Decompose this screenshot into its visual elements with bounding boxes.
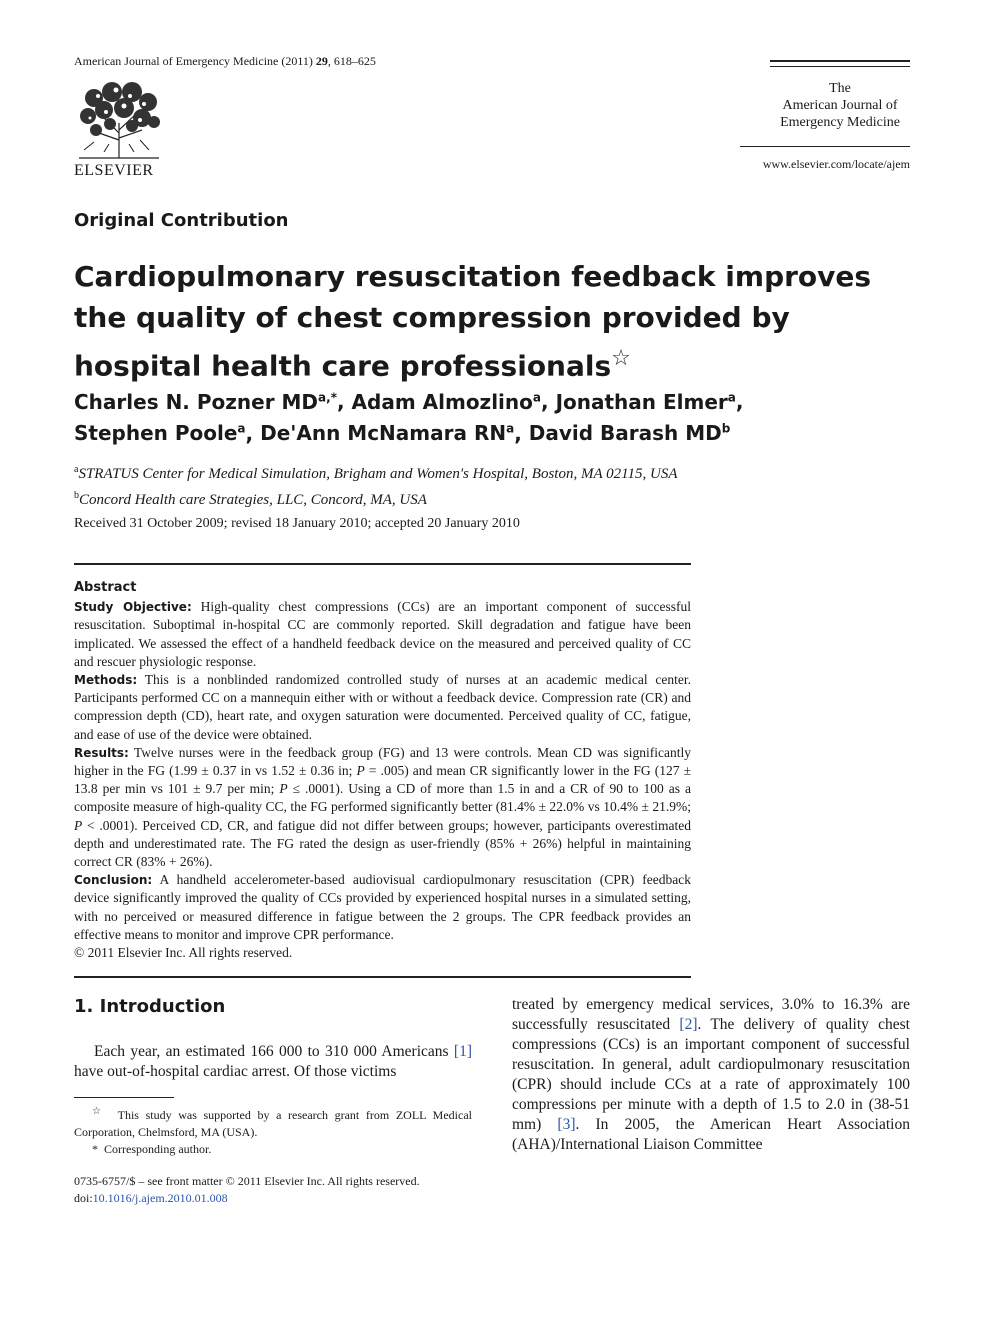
abstract: [74, 579, 691, 962]
funding-footnote: ☆ This study was supported by a research grant from ZOLL Medical Corporation, Chelmsford, MA (USA).: [74, 1106, 472, 1139]
author[interactable]: David Barash $MD^b$: [528, 421, 731, 446]
publisher-name: ELSEVIER: [74, 162, 154, 179]
abstract-rule: [74, 976, 691, 978]
section-heading-introduction: 1. Introduction: [74, 996, 226, 1017]
front-matter: [74, 1173, 472, 1207]
abstract-rule: [74, 563, 691, 565]
section-label: Original Contribution: [74, 210, 289, 231]
author[interactable]: Adam Almozlino$^a$: [351, 389, 541, 414]
journal-citation: American Journal of Emergency Medicine (2011) 29, 618–625: [74, 54, 376, 68]
reference-link[interactable]: [3]: [557, 1116, 576, 1133]
journal-masthead: The American Journal of Emergency Medicine: [780, 81, 900, 130]
corresponding-footnote: * Corresponding author.: [92, 1142, 212, 1156]
footnotes: [74, 1103, 472, 1158]
reference-link[interactable]: [1]: [453, 1043, 472, 1060]
author[interactable]: Jonathan Elmer$^a$: [555, 389, 736, 414]
footnote-rule: [74, 1097, 174, 1098]
masthead-rule: [770, 66, 910, 67]
received-dates: Received 31 October 2009; revised 18 January 2010; accepted 20 January 2010: [74, 516, 520, 531]
reference-link[interactable]: [2]: [679, 1016, 698, 1033]
intro-paragraph-right: treated by emergency medical services, 3.0% to 16.3% are successfully resuscitated [2]. The delivery of quality chest compressions (CCs) is an important component of successful resuscitation. In general, adult cardiopulmonary resuscitation (CPR) should include CCs at a rate of approximately 100 compressions per minute with a depth of 1.5 to 2.0 in (38-51 mm) [3]. In 2005, the American Heart Association (AHA)/International Liaison Committee: [512, 996, 910, 1153]
author[interactable]: De'Ann McNamara $RN^a$: [260, 421, 515, 446]
abstract-heading: Abstract: [74, 580, 137, 595]
author[interactable]: Charles N. Pozner $MD^{a,*}$: [74, 389, 337, 414]
doi-link[interactable]: 10.1016/j.ajem.2010.01.008: [92, 1191, 228, 1205]
doi-line: doi:10.1016/j.ajem.2010.01.008: [74, 1191, 228, 1205]
author[interactable]: Stephen Poole$^a$: [74, 421, 246, 446]
article-title: Cardiopulmonary resuscitation feedback improves the quality of chest compression provided by hospital health care professionals☆: [74, 260, 872, 383]
star-icon: ☆: [92, 1106, 105, 1117]
abstract-copyright: © 2011 Elsevier Inc. All rights reserved.: [74, 945, 293, 961]
author-list: Charles N. Pozner $MD^{a,*}$, Adam Almozlino$^a$, Jonathan Elmer$^a$, Stephen Poole$^a$, De'Ann McNamara $RN^a$, David Barash $MD^b$: [74, 389, 744, 446]
elsevier-tree-logo-icon: [74, 78, 164, 160]
masthead-rule: [740, 146, 910, 147]
abstract-conclusion: Conclusion: A handheld accelerometer-based audiovisual cardiopulmonary resuscitation (CPR) feedback device significantly improved the quality of CCs provided by experienced hospital nurses in a simulated setting, with no perceived or measured difference in fatigue between the 2 groups. The CPR feedback provides an effective means to monitor and improve CPR performance.: [74, 872, 691, 942]
affiliation: $^a$STRATUS Center for Medical Simulation, Brigham and Women's Hospital, Boston, MA 02115, USA: [74, 464, 678, 482]
title-star-icon[interactable]: ☆: [611, 346, 631, 371]
intro-paragraph-left: Each year, an estimated 166 000 to 310 000 Americans [1] have out-of-hospital cardiac arrest. Of those victims: [74, 1043, 472, 1080]
affiliation: $^b$Concord Health care Strategies, LLC, Concord, MA, USA: [74, 490, 427, 508]
issn-line: 0735-6757/$ – see front matter © 2011 Elsevier Inc. All rights reserved.: [74, 1174, 420, 1188]
abstract-objective: Study Objective: High-quality chest compressions (CCs) are an important component of successful resuscitation. Suboptimal in-hospital CC are commonly reported. Skill degradation and fatigue have been implicated. We assessed the effect of a handheld feedback device on the measured and perceived quality of CC and rescuer physiologic response.: [74, 599, 692, 669]
abstract-methods: Methods: This is a nonblinded randomized controlled study of nurses at an academic medical center. Participants performed CC on a mannequin either with or without a feedback device. Compression rate (CR) and compression depth (CD), heart rate, and oxygen saturation were documented. Perceived quality of CC, fatigue, and ease of use of the device were obtained.: [74, 672, 691, 742]
affiliations: [74, 459, 794, 511]
journal-url[interactable]: www.elsevier.com/locate/ajem: [762, 157, 910, 171]
masthead-rule: [770, 60, 910, 62]
abstract-results: Results: Twelve nurses were in the feedback group (FG) and 13 were controls. Mean CD was significantly higher in the FG (1.99 ± 0.37 in vs 1.52 ± 0.36 in; P = .005) and mean CR significantly lower in the FG (127 ± 13.8 per min vs 101 ± 9.7 per min; P ≤ .0001). Using a CD of more than 1.5 in and a CR of 90 to 100 as a composite measure of high-quality CC, the FG performed significantly better (81.4% ± 22.0% vs 10.4% ± 21.9%; P < .0001). Perceived CD, CR, and fatigue did not differ between groups; however, participants overestimated depth and underestimated rate. The FG rated the design as user-friendly (85% + 26%) helpful in maintaining correct CR (83% + 26%).: [74, 744, 691, 870]
